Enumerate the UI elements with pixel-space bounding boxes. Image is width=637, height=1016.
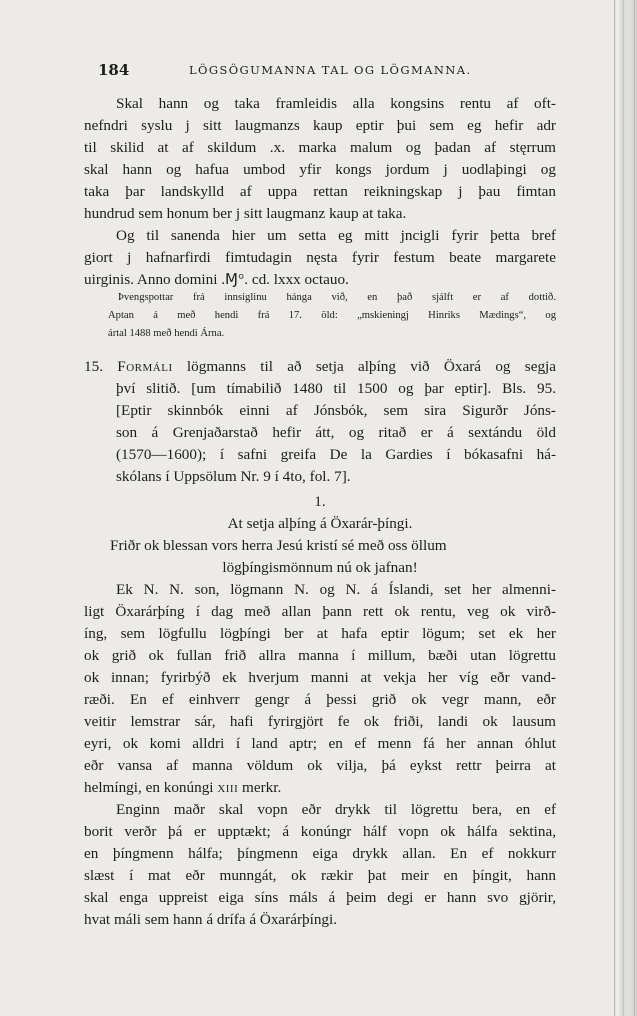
intro-line: skal hann og hafua umbod yfir kongs jordum j uodlaþingi og [84, 161, 556, 178]
paragraph-line: borit verðr þá er upptækt; á konúngr hálf vopn ok hálfa sektina, [84, 823, 556, 840]
paragraph-line: íng, sem lögfullu lögþíngi ber at hafa eptir lögum; set ek her [84, 625, 556, 642]
section-keyword: Formáli [117, 358, 173, 375]
chapter-title: At setja alþíng á Öxarár-þíngi. [227, 515, 413, 532]
section-heading-rest: lögmanns til að setja alþíng við Öxará og segja [186, 358, 557, 375]
section-15-line: því slitið. [um tímabilið 1480 til 1500 og þar eptir]. Bls. 95. [116, 380, 556, 397]
running-title: LÖGSÖGUMANNA TAL OG LÖGMANNA. [189, 63, 472, 77]
paragraph-line: eðr vansa af manna völdum ok vilja, þá eykst rettr þeirra at [84, 757, 556, 774]
intro-line: til skilid at af skildum .x. marka malum og þadan af stęrrum [84, 139, 556, 156]
paragraph-line: skal enga uppreist eiga síns máls á þeim degi er hann svo gjörir, [84, 889, 556, 906]
page-edge [614, 0, 637, 1016]
paragraph-text: helmíngi, en konúngi [84, 779, 214, 796]
intro-line: Og til sanenda hier um setta eg mitt jncigli fyrir þetta bref [116, 227, 556, 244]
source-note-line: Þvengspottar frá innsiglinu hánga við, en það sjálft er af dottið. [118, 292, 556, 303]
section-15-heading [84, 356, 556, 378]
paragraph-line: ligt Öxarárþíng í dag með allan þann rett ok rentu, veg ok virð- [84, 603, 556, 620]
intro-line: hundrud sem honum ber j sitt laugmanz kaup at taka. [84, 205, 407, 222]
invocation-line: lögþíngismönnum nú ok jafnan! [222, 559, 418, 576]
section-15-line: son á Grenjaðarstað hefir átt, og ritað er á sextándu öld [116, 424, 556, 441]
paragraph-line: Ek N. N. son, lögmann N. og N. á Íslandi, set her almenni- [116, 581, 556, 598]
paragraph-text: merkr. [242, 779, 282, 796]
paragraph-line [84, 777, 556, 799]
paragraph-line: slæst í mat eðr munngát, ok rækir þat meir en þíngit, hann [84, 867, 556, 884]
intro-line: uirginis. Anno domini .Ɱ°. cd. lxxx octauo. [84, 271, 349, 288]
roman-numeral: xiii [217, 779, 239, 796]
paragraph-line: ok innan; fyrirbýð ek hverjum manni at vekja her víg eðr vand- [84, 669, 556, 686]
paragraph-line: eyri, ok komi alldri í land aptr; en ef menn fá her annan óhlut [84, 735, 556, 752]
running-header [84, 61, 562, 81]
paragraph-line: ræði. En ef einhverr gengr á þessi grið ok vegr mann, eðr [84, 691, 556, 708]
intro-line: taka þar landskylld af uppa rettan reikningskap j þau fimtan [84, 183, 556, 200]
paragraph-line: veitir lemstrar sár, hafi fyrirgjört fe ok friði, landi ok lausum [84, 713, 556, 730]
intro-line: nefndri syslu j sitt laugmanzs kaup eptir þui sem eg hefir adr [84, 117, 556, 134]
chapter-number: 1. [314, 493, 326, 510]
section-number: 15. [84, 358, 103, 375]
source-note-line: Aptan á með hendi frá 17. öld: „mskieningj Hinriks Mædings“, og [108, 310, 556, 321]
section-15-line: [Eptir skinnbók einni af Jónsbók, sem sira Sigurðr Jóns- [116, 402, 556, 419]
paragraph-line: Enginn maðr skal vopn eðr drykk til lögrettu bera, en ef [116, 801, 556, 818]
invocation-line: Friðr ok blessan vors herra Jesú kristí sé með oss öllum [110, 537, 447, 554]
paragraph-line: en þíngmenn hálfa; þíngmenn eiga drykk allan. En ef nokkurr [84, 845, 556, 862]
source-note-line: ártal 1488 með hendi Árna. [108, 328, 225, 339]
section-15-line: skólans í Uppsölum Nr. 9 í 4to, fol. 7]. [116, 468, 351, 485]
paragraph-line: ok grið ok fullan frið allra manna í millum, bæði utan lögrettu [84, 647, 556, 664]
intro-line: giort j hafnarfirdi fimtudagin nęsta fyrir festum beate margarete [84, 249, 556, 266]
paragraph-line: hvat máli sem hann á drífa á Öxarárþíngi. [84, 911, 338, 928]
intro-line: Skal hann og taka framleidis alla kongsins rentu af oft- [116, 95, 556, 112]
section-15-line: (1570—1600); í safni greifa De la Gardies í bókasafni há- [116, 446, 556, 463]
page-number: 184 [98, 61, 130, 79]
